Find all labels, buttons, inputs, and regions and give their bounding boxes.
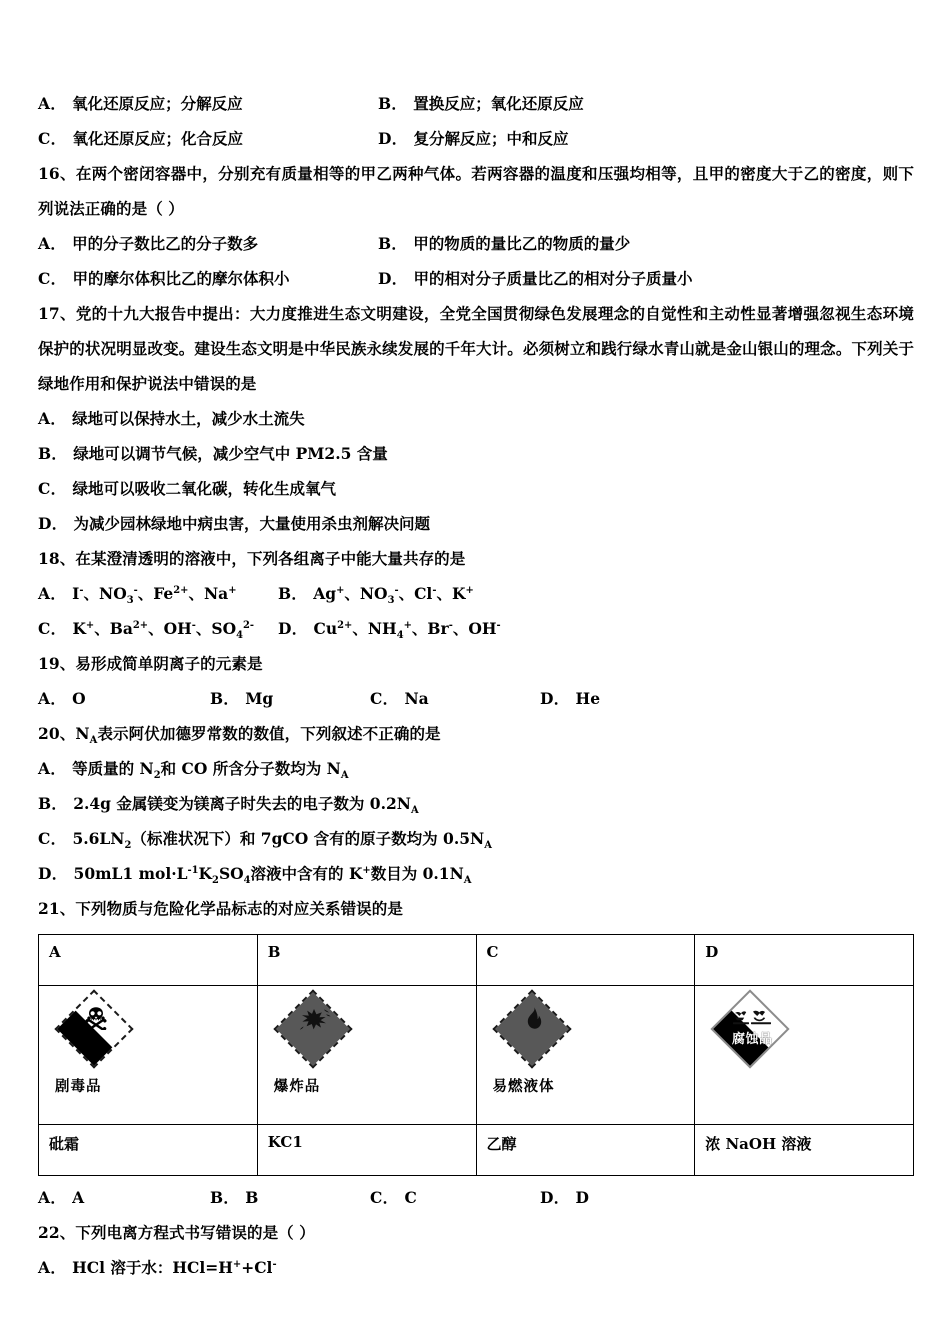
table-cell-header-b: B [257, 935, 476, 986]
option-c: C． K+、$Ba^{2+}$、OH-、$SO_4^{2-}$ [38, 619, 254, 642]
option-label: D． [540, 1188, 570, 1207]
hazard-sign-label: 爆炸品 [273, 1078, 321, 1095]
table-row-headers [39, 935, 914, 986]
option-text: 甲的摩尔体积比乙的摩尔体积小 [72, 269, 290, 288]
option-b: B． Ag+、$NO_3^-$、Cl-、K+ [278, 584, 474, 607]
hazard-sign-label: 剧毒品 [55, 1078, 102, 1095]
option-b [210, 681, 370, 716]
option-text: 绿地可以调节气候，减少空气中 PM2.5 含量 [73, 444, 388, 463]
question-number: 20、 [38, 724, 76, 743]
option-label: A． [38, 409, 67, 428]
option-label: A． [38, 94, 67, 113]
option-text: 甲的分子数比乙的分子数多 [72, 234, 259, 253]
question-text: 易形成简单阴离子的元素是 [75, 654, 263, 673]
table-cell-sign-a [39, 986, 258, 1125]
option-label: C． [370, 689, 399, 708]
option-text: 甲的物质的量比乙的物质的量少 [413, 234, 631, 253]
hazard-sign-label: 腐蚀品 [731, 1032, 773, 1047]
question-15-options-row-2 [38, 121, 914, 156]
question-number: 18、 [38, 549, 76, 568]
table-cell-header-c: C [476, 935, 695, 986]
question-16-options-row-1 [38, 226, 914, 261]
option-d [540, 681, 600, 716]
question-16-options-row-2 [38, 261, 914, 296]
option-b [378, 86, 584, 121]
page-body [38, 86, 914, 1285]
option-text: Mg [245, 689, 274, 708]
question-22-option-a: A． HCl 溶于水：HCl=H++Cl- [38, 1258, 277, 1277]
question-number: 22、 [38, 1223, 76, 1242]
option-a [38, 86, 378, 121]
question-21-stem [38, 891, 914, 926]
question-17-option-a [38, 401, 914, 436]
question-17-option-d [38, 506, 914, 541]
option-label: B． [378, 234, 408, 253]
table-row-substances [39, 1125, 914, 1176]
option-a: A． I-、$NO_3^-$、$Fe^{2+}$、Na+ [38, 584, 237, 607]
hazard-sign-corrosive [705, 992, 813, 1104]
diamond-fill [276, 992, 350, 1066]
option-label: C． [38, 269, 67, 288]
hazard-sign-label: 易燃液体 [492, 1078, 555, 1095]
option-label: C． [38, 129, 67, 148]
diamond-fill [495, 992, 569, 1066]
table-row-symbols [39, 986, 914, 1125]
table-cell-header-a: A [39, 935, 258, 986]
option-d: D． $Cu^{2+}$、$NH_4^+$、Br-、OH- [278, 619, 501, 642]
option-label: B． [210, 689, 240, 708]
option-label: B． [210, 1188, 240, 1207]
option-text: 氧化还原反应；化合反应 [72, 129, 243, 148]
question-19-stem [38, 646, 914, 681]
option-a [38, 1180, 210, 1215]
hazard-sign-explosive [268, 992, 376, 1104]
option-label: C． [38, 479, 67, 498]
option-label: D． [38, 514, 68, 533]
table-cell-sign-c [476, 986, 695, 1125]
table-cell-substance-b: KC1 [257, 1125, 476, 1176]
question-text: 下列电离方程式书写错误的是（ ） [75, 1223, 315, 1242]
table-cell-sign-b [257, 986, 476, 1125]
option-d [540, 1180, 589, 1215]
option-label: A． [38, 234, 67, 253]
question-text: 在两个密闭容器中，分别充有质量相等的甲乙两种气体。若两容器的温度和压强均相等，且甲的密度大于乙的密度，则下列说法正确的是（ ） [38, 164, 914, 218]
question-20-option-a: A． 等质量的 $N_2$和 CO 所含分子数均为 $N_A$ [38, 759, 349, 782]
table-cell-substance-a: 砒霜 [39, 1125, 258, 1176]
option-d [378, 121, 569, 156]
question-number: 17、 [38, 304, 76, 323]
option-a [38, 226, 378, 261]
option-text: 绿地可以保持水土，减少水土流失 [72, 409, 305, 428]
question-17-stem [38, 296, 914, 401]
option-text: C [404, 1188, 417, 1207]
question-number: 16、 [38, 164, 76, 183]
question-20-option-b: B． 2.4g 金属镁变为镁离子时失去的电子数为 $0.2N_A$ [38, 794, 419, 817]
option-b [210, 1180, 370, 1215]
option-label: B． [378, 94, 408, 113]
option-c [370, 1180, 540, 1215]
table-cell-substance-c: 乙醇 [476, 1125, 695, 1176]
question-20-option-c: C． $5.6LN_2$（标准状况下）和 7gCO 含有的原子数均为 $0.5N_A$ [38, 829, 492, 852]
table-cell-substance-d: 浓 NaOH 溶液 [695, 1125, 914, 1176]
option-text: O [72, 689, 86, 708]
question-number: 19、 [38, 654, 76, 673]
option-text: 氧化还原反应；分解反应 [72, 94, 243, 113]
option-text: D [575, 1188, 589, 1207]
question-20-stem [38, 716, 914, 751]
option-label: B． [38, 444, 68, 463]
question-15-options-row-1 [38, 86, 914, 121]
question-16-stem [38, 156, 914, 226]
diamond-outline [273, 989, 352, 1068]
question-text: 在某澄清透明的溶液中，下列各组离子中能大量共存的是 [75, 549, 466, 568]
option-text: B [245, 1188, 259, 1207]
question-text: $N_A$表示阿伏加德罗常数的数值，下列叙述不正确的是 [75, 724, 441, 747]
diamond-outline [54, 989, 133, 1068]
table-cell-sign-d [695, 986, 914, 1125]
question-17-option-b [38, 436, 914, 471]
option-c [38, 261, 378, 296]
option-c [38, 121, 378, 156]
question-18-options-row-1 [38, 576, 914, 611]
option-text: 置换反应；氧化还原反应 [413, 94, 584, 113]
option-label: A． [38, 689, 67, 708]
option-label: D． [540, 689, 570, 708]
hazard-sign-toxic [49, 992, 157, 1104]
question-17-option-c [38, 471, 914, 506]
option-d [378, 261, 693, 296]
option-label: D． [378, 129, 408, 148]
option-label: C． [370, 1188, 399, 1207]
option-label: D． [378, 269, 408, 288]
question-22-stem [38, 1215, 914, 1250]
question-19-options-row [38, 681, 914, 716]
option-text: 绿地可以吸收二氧化碳，转化生成氧气 [72, 479, 336, 498]
option-text: Na [404, 689, 429, 708]
question-18-options-row-2 [38, 611, 914, 646]
option-text: 复分解反应；中和反应 [413, 129, 569, 148]
option-b [378, 226, 630, 261]
option-text: 为减少园林绿地中病虫害，大量使用杀虫剂解决问题 [73, 514, 431, 533]
option-c [370, 681, 540, 716]
table-cell-header-d: D [695, 935, 914, 986]
diamond-outline [492, 989, 571, 1068]
question-18-stem [38, 541, 914, 576]
question-number: 21、 [38, 899, 76, 918]
hazard-label-table [38, 934, 914, 1176]
diamond-lower-fill [57, 1011, 112, 1066]
option-text: 甲的相对分子质量比乙的相对分子质量小 [413, 269, 693, 288]
question-text: 下列物质与危险化学品标志的对应关系错误的是 [75, 899, 403, 918]
option-a [38, 681, 210, 716]
option-label: A． [38, 1188, 67, 1207]
question-21-options-row [38, 1180, 914, 1215]
question-text: 党的十九大报告中提出：大力度推进生态文明建设，全党全国贯彻绿色发展理念的自觉性和主动性显著增强忽视生态环境保护的状况明显改变。建设生态文明是中华民族永续发展的千年大计。必须树立和践行绿水青山就是金山银山的理念。下列关于绿地作用和保护说法中错误的是 [38, 304, 914, 393]
hazard-sign-flammable-liquid [487, 992, 595, 1104]
question-20-option-d: D． 50mL1 $mol\cdot L^{-1}K_2SO_4$溶液中含有的 K+数目为 $0.1N_A$ [38, 864, 472, 887]
option-text: He [575, 689, 601, 708]
option-text: A [72, 1188, 85, 1207]
